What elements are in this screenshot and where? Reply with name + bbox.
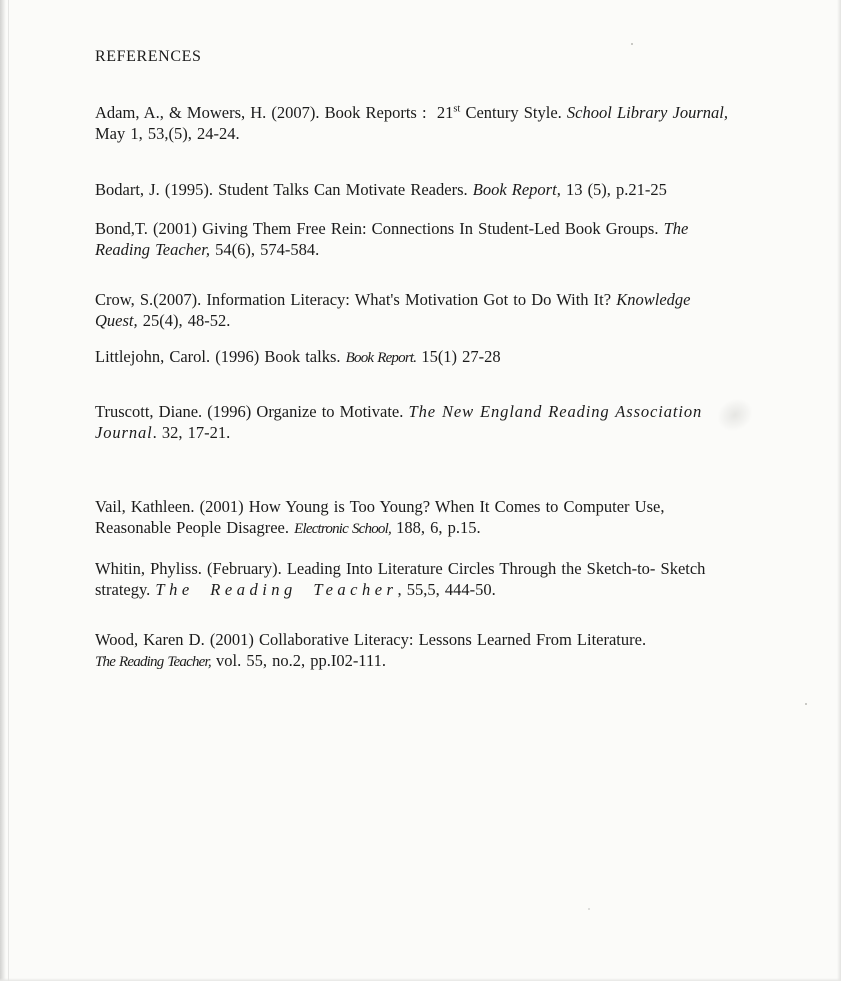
scan-crease-line <box>8 0 9 981</box>
reference-line <box>95 124 755 145</box>
reference-segment: Wood, Karen D. (2001) Collaborative Literacy: Lessons Learned From Literature. <box>95 630 647 649</box>
reference-segment: 188, 6, p.15. <box>390 517 481 537</box>
reference-segment: Century Style. <box>460 103 567 122</box>
reference-segment-journal: Quest, <box>95 310 138 330</box>
reference-line <box>95 240 755 261</box>
reference-segment: Reasonable People Disagree. <box>95 517 295 537</box>
reference-line <box>95 103 755 124</box>
reference-entry <box>95 497 755 539</box>
scan-speck <box>588 908 590 910</box>
reference-entry <box>95 290 755 331</box>
reference-line <box>95 559 755 580</box>
reference-entry <box>95 219 755 260</box>
reference-segment: Whitin, Phyliss. (February). Leading Into Literature Circles Through the Sketch-to- Sketch <box>95 559 706 578</box>
reference-line <box>95 180 755 201</box>
reference-segment: , 13 (5), p.21-25 <box>556 180 667 199</box>
reference-segment-journal: Electronic School, <box>294 520 391 537</box>
reference-segment-journal: The New England Reading Association <box>408 402 703 421</box>
reference-segment-journal: The <box>663 219 689 238</box>
reference-entry <box>95 630 755 672</box>
reference-line <box>95 219 755 240</box>
reference-entry <box>95 103 755 144</box>
reference-segment-journal: School Library Journal, <box>566 103 728 122</box>
reference-segment-journal: Knowledge <box>616 290 691 309</box>
scan-speck <box>805 703 807 705</box>
reference-entry <box>95 347 755 369</box>
reference-segment-superscript: st <box>453 103 461 115</box>
reference-line <box>95 347 755 369</box>
reference-segment: Bodart, J. (1995). Student Talks Can Motivate Readers. <box>95 180 473 199</box>
reference-line <box>95 290 755 311</box>
reference-segment-journal: The Reading Teacher <box>155 579 398 599</box>
reference-segment: Vail, Kathleen. (2001) How Young is Too Young? When It Comes to Computer Use, <box>95 497 665 516</box>
reference-segment: vol. 55, no.2, pp.I02-111. <box>210 650 386 670</box>
reference-entry <box>95 180 755 201</box>
reference-line <box>95 580 755 601</box>
reference-segment-journal: Book Report <box>472 180 557 199</box>
reference-line <box>95 630 755 651</box>
reference-entry <box>95 559 755 600</box>
reference-line <box>95 518 755 540</box>
reference-entry <box>95 402 755 443</box>
reference-segment: 15(1) 27-28 <box>416 347 501 366</box>
reference-segment: Adam, A., & Mowers, H. (2007). Book Reports : 21 <box>95 103 454 122</box>
reference-segment: Bond,T. (2001) Giving Them Free Rein: Connections In Student-Led Book Groups. <box>95 219 664 238</box>
scan-edge-right <box>837 0 841 981</box>
reference-segment: strategy. <box>95 579 156 599</box>
reference-line <box>95 402 755 423</box>
reference-segment-journal: Reading Teacher, <box>95 239 210 259</box>
references-heading: REFERENCES <box>95 48 202 65</box>
reference-line <box>95 311 755 332</box>
reference-segment: . 32, 17-21. <box>152 422 231 442</box>
reference-segment: Littlejohn, Carol. (1996) Book talks. <box>95 347 346 366</box>
reference-segment-journal: The Reading Teacher, <box>95 653 211 670</box>
reference-line <box>95 651 755 673</box>
scan-edge-left <box>0 0 6 981</box>
reference-segment: 54(6), 574-584. <box>209 239 320 259</box>
reference-segment: Crow, S.(2007). Information Literacy: What's Motivation Got to Do With It? <box>95 290 617 309</box>
reference-line <box>95 497 755 518</box>
reference-segment-journal: Journal <box>95 422 153 442</box>
reference-segment: Truscott, Diane. (1996) Organize to Motivate. <box>95 402 409 421</box>
scan-speck <box>631 43 633 45</box>
reference-segment: May 1, 53,(5), 24-24. <box>95 123 240 143</box>
reference-segment: 25(4), 48-52. <box>137 310 231 330</box>
reference-segment-journal: Book Report. <box>345 350 417 366</box>
reference-line <box>95 423 755 444</box>
reference-segment: , 55,5, 444-50. <box>397 579 496 599</box>
